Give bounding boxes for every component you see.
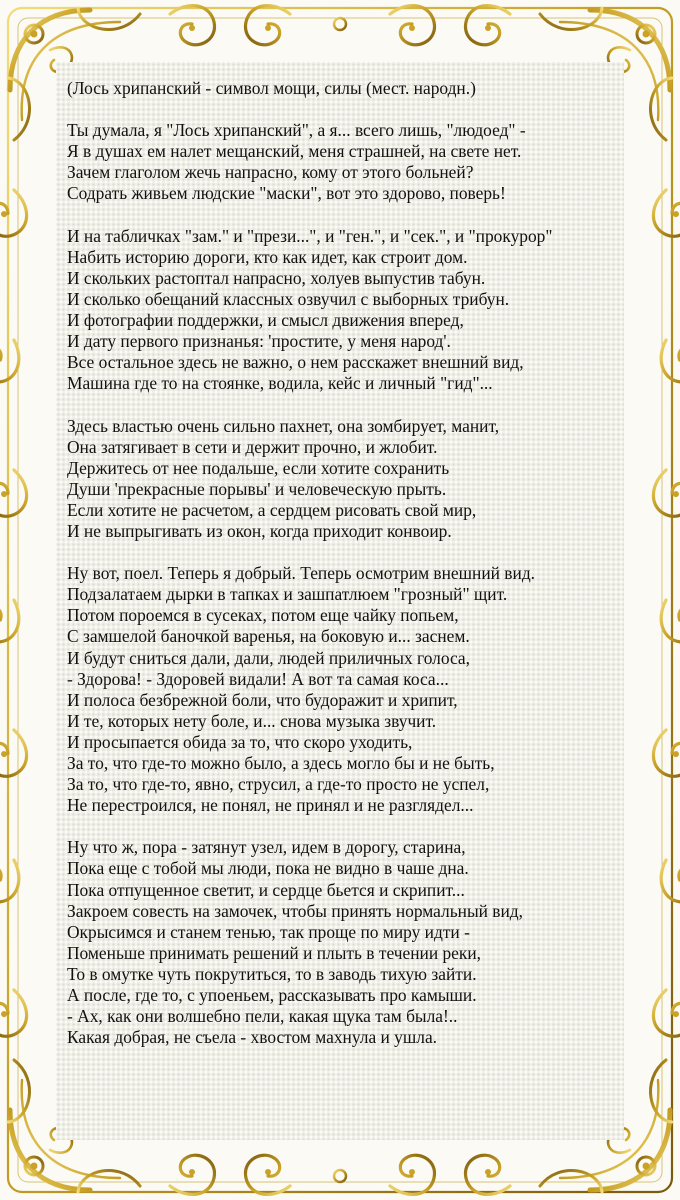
poem-line: - Ах, как они волшебно пели, какая щука там была!.. <box>67 1006 458 1027</box>
poem-line: За то, что где-то, явно, струсил, а где-то просто не успел, <box>67 774 490 795</box>
poem-line: Потом пороемся в сусеках, потом еще чайку попьем, <box>67 605 459 626</box>
poem-stanza <box>67 416 667 543</box>
poem-line: И будут сниться дали, дали, людей приличных голоса, <box>67 647 470 668</box>
poem-line: И не выпрыгивать из окон, когда приходит конвоир. <box>67 520 452 541</box>
poem-stanza <box>67 837 667 1048</box>
poem-line: Пока отпущенное светит, и сердце бьется и скрипит... <box>67 879 465 900</box>
poem-stanza <box>67 226 667 395</box>
poem-stanza <box>67 120 667 204</box>
poem-line: Души 'прекрасные порывы' и человеческую прыть. <box>67 478 447 499</box>
poem-line: Пока еще с тобой мы люди, пока не видно в чаше дна. <box>67 858 469 879</box>
poem-line: Ну что ж, пора - затянут узел, идем в дорогу, старина, <box>67 837 466 858</box>
poem-line: Ты думала, я "Лось хрипанский", а я... всего лишь, "людоед" - <box>67 120 526 141</box>
poem-line: А после, где то, с упоеньем, рассказывать про камыши. <box>67 985 477 1006</box>
poem-line: Держитесь от нее подальше, если хотите сохранить <box>67 457 450 478</box>
poem-line: Какая добрая, не съела - хвостом махнула и ушла. <box>67 1027 438 1048</box>
poem-line: И полоса безбрежной боли, что будоражит и хрипит, <box>67 689 458 710</box>
poem-line: Не перестроился, не понял, не принял и не разглядел... <box>67 795 474 816</box>
poem-line: (Лось хрипанский - символ мощи, силы (мест. народн.) <box>67 78 476 98</box>
poem-line: Набить историю дороги, кто как идет, как строит дом. <box>67 246 468 267</box>
poem-line: Если хотите не расчетом, а сердцем рисовать свой мир, <box>67 499 477 520</box>
poem-line: И те, которых нету боле, и... снова музыка звучит. <box>67 710 437 731</box>
poem-line: И просыпается обида за то, что скоро уходить, <box>67 731 413 752</box>
poem-line: И дату первого признанья: 'простите, у меня народ'. <box>67 331 451 352</box>
poem-line: Я в душах ем налет мещанский, меня страшней, на свете нет. <box>67 141 522 162</box>
poem-text <box>67 78 667 1069</box>
poem-line: Здесь властью очень сильно пахнет, она зомбирует, манит, <box>67 415 500 436</box>
poem-line: И скольких растоптал напрасно, холуев выпустив табун. <box>67 267 486 288</box>
poem-line: Машина где то на стоянке, водила, кейс и личный "гид"... <box>67 373 493 394</box>
poem-line: За то, что где-то можно было, а здесь могло бы и не быть, <box>67 753 495 773</box>
poem-line: Все остальное здесь не важно, о нем расскажет внешний вид, <box>67 352 524 373</box>
poem-line: Подзалатаем дырки в тапках и зашпатлюем "грозный" щит. <box>67 584 508 605</box>
poem-line: С замшелой баночкой варенья, на боковую и... заснем. <box>67 626 470 647</box>
poem-line: Содрать живьем людские "маски", вот это здорово, поверь! <box>67 183 506 204</box>
poem-line: Окрысимся и станем тенью, так проще по миру идти - <box>67 921 470 942</box>
poem-line: Поменьше принимать решений и плыть в течении реки, <box>67 942 481 963</box>
poem-line: И на табличках "зам." и "прези...", и "ген.", и "сек.", и "прокурор" <box>67 225 553 246</box>
poem-line: И фотографии поддержки, и смысл движения вперед, <box>67 310 464 331</box>
poem-line: То в омутке чуть покрутиться, то в заводь тихую зайти. <box>67 963 477 984</box>
poem-line: Закроем совесть на замочек, чтобы принять нормальный вид, <box>67 900 523 921</box>
poem-line: - Здорова! - Здоровей видали! А вот та самая коса... <box>67 668 449 689</box>
poem-line: Ну вот, поел. Теперь я добрый. Теперь осмотрим внешний вид. <box>67 563 536 584</box>
poem-line: Она затягивает в сети и держит прочно, и жлобит. <box>67 436 438 457</box>
poem-stanza <box>67 78 667 99</box>
poem-line: И сколько обещаний классных озвучил с выборных трибун. <box>67 288 510 309</box>
poem-stanza <box>67 563 667 816</box>
poem-line: Зачем глаголом жечь напрасно, кому от этого больней? <box>67 162 474 183</box>
